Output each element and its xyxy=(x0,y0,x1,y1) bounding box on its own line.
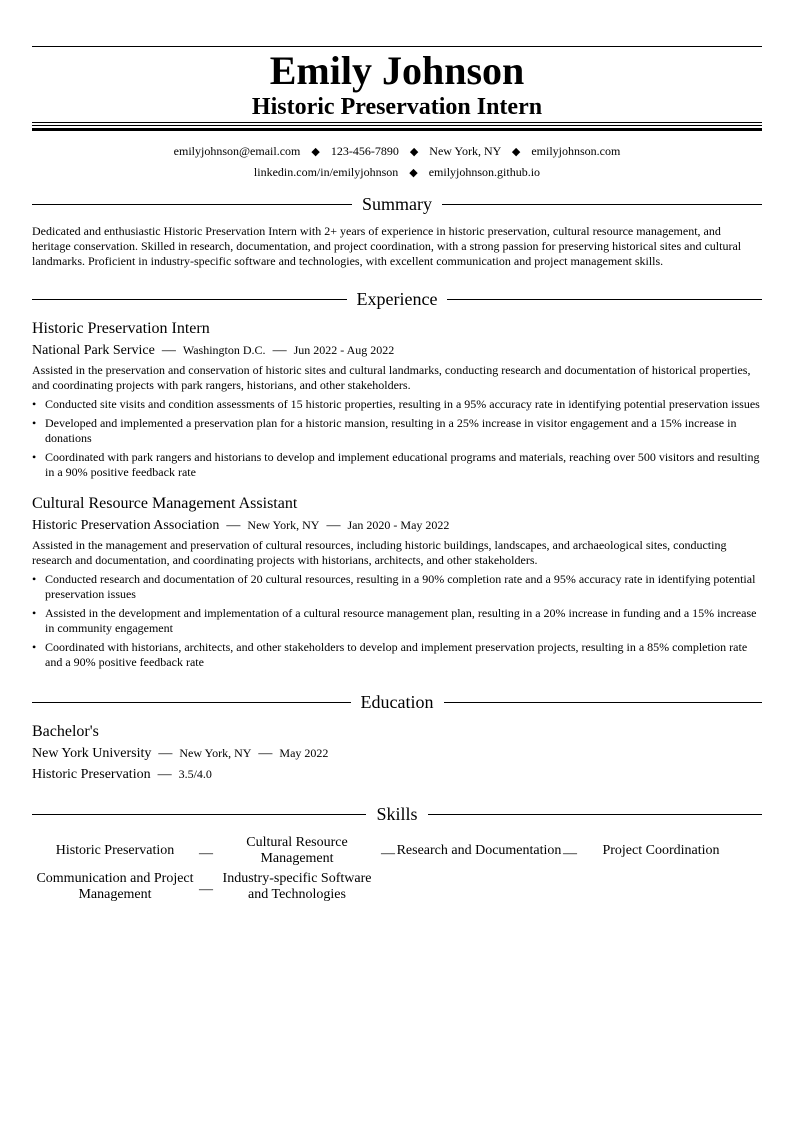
contact-location: New York, NY xyxy=(429,144,501,158)
skill-item: Industry-specific Software and Technologies xyxy=(222,871,372,902)
contact-website[interactable]: emilyjohnson.com xyxy=(531,144,621,158)
dash-separator: — xyxy=(258,746,273,761)
summary-heading xyxy=(32,193,762,215)
list-item: • Coordinated with park rangers and historians to develop and implement educational programs and materials, reaching over 500 visitors and resulting in a 90% positive feedback rate xyxy=(32,450,760,479)
education-title: Education xyxy=(360,692,434,712)
job-meta xyxy=(32,341,762,360)
skill-item: Historic Preservation xyxy=(55,843,175,858)
list-item: • Conducted site visits and condition assessments of 15 historic properties, resulting in a 95% accuracy rate in identifying potential preservation issues xyxy=(32,397,760,411)
skills-row xyxy=(32,870,762,904)
skill-separator: — xyxy=(199,882,213,897)
contact-linkedin[interactable]: linkedin.com/in/emilyjohnson xyxy=(253,165,399,179)
header-double-rule xyxy=(32,122,762,133)
contact-line-1 xyxy=(32,143,762,160)
job-bullets xyxy=(32,572,762,670)
diamond-separator-icon: ◆ xyxy=(511,146,521,158)
contact-email[interactable]: emilyjohnson@email.com xyxy=(173,144,301,158)
skill-separator: — xyxy=(563,846,577,861)
education-field-line xyxy=(32,765,762,784)
skill-item: Research and Documentation xyxy=(396,843,562,858)
diamond-separator-icon: ◆ xyxy=(311,146,320,158)
job-location: New York, NY xyxy=(247,518,320,532)
bullet-icon: • xyxy=(32,640,37,654)
job-title: Cultural Resource Management Assistant xyxy=(32,495,298,512)
education-degree: Bachelor's xyxy=(32,723,99,740)
education-heading xyxy=(32,691,762,713)
education-school-line xyxy=(32,744,762,763)
dash-separator: — xyxy=(158,746,173,761)
education-location: New York, NY xyxy=(179,746,252,760)
skill-item: Communication and Project Management xyxy=(36,871,194,902)
list-item: • Developed and implemented a preservation plan for a historic mansion, resulting in a 25% increase in visitor engagement and a 15% increase in donations xyxy=(32,416,737,445)
education-gpa: 3.5/4.0 xyxy=(178,767,212,781)
skill-separator: — xyxy=(199,846,213,861)
bullet-icon: • xyxy=(32,416,37,430)
bullet-icon: • xyxy=(32,606,37,620)
skills-heading xyxy=(32,803,762,825)
candidate-name: Emily Johnson xyxy=(269,48,525,93)
job-org: Historic Preservation Association xyxy=(32,518,220,533)
job-meta xyxy=(32,516,762,535)
skills-row xyxy=(32,834,762,868)
candidate-role: Historic Preservation Intern xyxy=(251,94,543,120)
list-item: • Conducted research and documentation of 20 cultural resources, resulting in a 90% completion rate and a 95% accuracy rate in identifying potential preservation issues xyxy=(32,572,756,601)
dash-separator: — xyxy=(226,518,241,533)
job-description: Assisted in the preservation and conservation of historic sites and cultural landmarks, conducting research and documentation of historical properties, and coordinating projects with park rangers, historians, and other stakeholders. xyxy=(32,363,751,392)
job-entry xyxy=(32,319,762,484)
diamond-separator-icon: ◆ xyxy=(409,167,418,179)
bullet-icon: • xyxy=(32,397,37,411)
summary-title: Summary xyxy=(362,194,432,214)
skills-title: Skills xyxy=(376,804,418,824)
skill-item: Cultural Resource Management xyxy=(246,835,348,866)
diamond-separator-icon: ◆ xyxy=(409,146,419,158)
education-entry xyxy=(32,722,762,784)
skill-item: Project Coordination xyxy=(602,843,720,858)
dash-separator: — xyxy=(272,343,287,358)
contact-github[interactable]: emilyjohnson.github.io xyxy=(428,165,541,179)
job-org: National Park Service xyxy=(32,343,155,358)
job-entry xyxy=(32,494,762,674)
bullet-icon: • xyxy=(32,450,37,464)
dash-separator: — xyxy=(157,767,172,782)
education-school: New York University xyxy=(32,746,152,761)
education-field: Historic Preservation xyxy=(32,767,151,782)
list-item: • Assisted in the development and implementation of a cultural resource management plan, resulting in a 20% increase in funding and a 15% increase in community engagement xyxy=(32,606,757,635)
job-title: Historic Preservation Intern xyxy=(32,320,210,337)
dash-separator: — xyxy=(326,518,341,533)
experience-title: Experience xyxy=(356,289,438,309)
skill-separator: — xyxy=(381,846,395,861)
job-dates: Jun 2022 - Aug 2022 xyxy=(293,343,395,357)
contact-phone: 123-456-7890 xyxy=(330,144,399,158)
education-date: May 2022 xyxy=(279,746,329,760)
experience-heading xyxy=(32,288,762,310)
dash-separator: — xyxy=(161,343,176,358)
summary-text: Dedicated and enthusiastic Historic Preservation Intern with 2+ years of experience in historic preservation, cultural resource management, and heritage conservation. Skilled in research, documentation, and project coordination, with a strong passion for preserving historical sites and cultural landmarks. Proficient in industry-specific software and technologies, with excellent communication and project management skills. xyxy=(32,224,742,268)
list-item: • Coordinated with historians, architects, and other stakeholders to develop and implement preservation projects, resulting in a 85% completion rate and a 90% positive feedback rate xyxy=(32,640,748,669)
top-rule xyxy=(32,46,762,47)
job-location: Washington D.C. xyxy=(182,343,266,357)
skills-grid xyxy=(32,834,762,906)
job-description: Assisted in the management and preservation of cultural resources, including historic buildings, landscapes, and archaeological sites, conducting research and documentation, and coordinating projects with historians, architects, and other stakeholders. xyxy=(32,538,727,567)
bullet-icon: • xyxy=(32,572,37,586)
contact-line-2 xyxy=(32,164,762,181)
job-dates: Jan 2020 - May 2022 xyxy=(347,518,450,532)
job-bullets xyxy=(32,397,762,480)
